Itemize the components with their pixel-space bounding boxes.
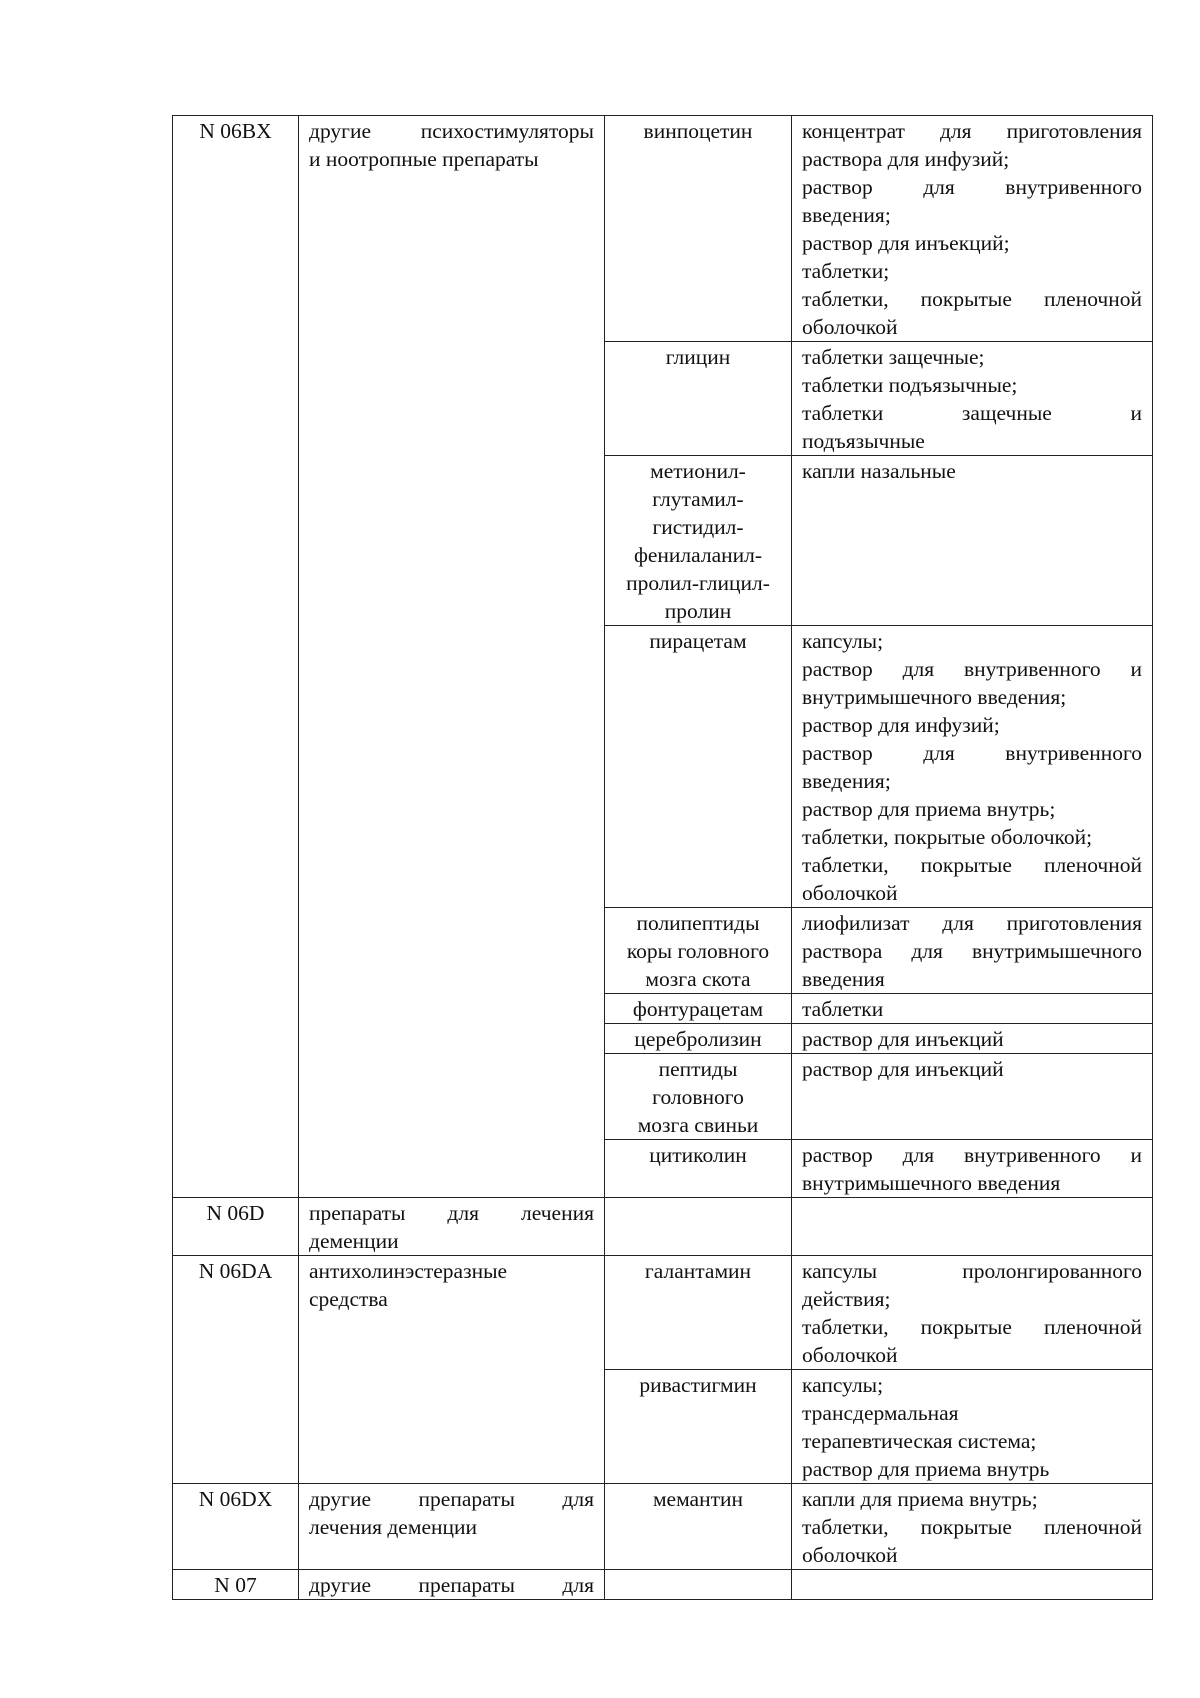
pharmacological-group-cell	[299, 116, 605, 1198]
drug-name-line: пролил-глицил-	[626, 571, 770, 595]
dosage-form-line: раствор для внутривенного и	[802, 657, 1142, 681]
dosage-form-line: подъязычные	[802, 429, 925, 453]
drug-name-line: галантамин	[644, 1259, 752, 1283]
dosage-form-line: капли для приема внутрь;	[802, 1487, 1038, 1511]
dosage-form-cell	[792, 116, 1153, 342]
drug-name-line: метионил-	[650, 459, 746, 483]
pharmacological-group-cell	[299, 1198, 605, 1256]
atc-code-cell: N 06BX	[173, 116, 299, 1198]
group-line: другие препараты для	[309, 1487, 594, 1511]
drug-name-cell	[605, 1054, 792, 1140]
group-line: средства	[309, 1287, 388, 1311]
drug-name-cell	[605, 342, 792, 456]
pharmacological-group-cell	[299, 1484, 605, 1570]
drug-name-cell	[605, 908, 792, 994]
drug-name-line: коры головного	[626, 939, 770, 963]
dosage-form-line: раствора для инфузий;	[802, 147, 1010, 171]
drug-name-line: церебролизин	[634, 1027, 762, 1051]
dosage-form-line: оболочкой	[802, 315, 898, 339]
dosage-form-cell	[792, 342, 1153, 456]
dosage-form-cell	[792, 456, 1153, 626]
dosage-form-cell	[792, 994, 1153, 1024]
atc-code-cell: N 06DA	[173, 1256, 299, 1484]
drug-name-line: пептиды	[658, 1057, 738, 1081]
dosage-form-line: капсулы;	[802, 629, 884, 653]
drug-name-cell	[605, 1198, 792, 1256]
table-row	[173, 1484, 1153, 1570]
dosage-form-line: капли назальные	[802, 459, 956, 483]
dosage-form-line: раствора для внутримышечного	[802, 939, 1142, 963]
dosage-form-line: таблетки подъязычные;	[802, 373, 1018, 397]
dosage-form-line: таблетки защечные;	[802, 345, 985, 369]
drug-name-line: глутамил-	[652, 487, 744, 511]
drug-name-line: головного	[652, 1085, 744, 1109]
group-line: другие психостимуляторы	[309, 119, 594, 143]
dosage-form-line: действия;	[802, 1287, 891, 1311]
dosage-form-line: раствор для инъекций	[802, 1057, 1004, 1081]
table-body	[173, 116, 1153, 1600]
atc-code-cell: N 06D	[173, 1198, 299, 1256]
dosage-form-cell	[792, 1054, 1153, 1140]
group-line: антихолинэстеразные	[309, 1259, 508, 1283]
dosage-form-line: концентрат для приготовления	[802, 119, 1142, 143]
dosage-form-line: трансдермальная	[802, 1401, 959, 1425]
dosage-form-line: раствор для приема внутрь	[802, 1457, 1050, 1481]
drug-name-line: фонтурацетам	[632, 997, 764, 1021]
group-line: деменции	[309, 1229, 399, 1253]
dosage-form-cell	[792, 1198, 1153, 1256]
dosage-form-line: оболочкой	[802, 1543, 898, 1567]
group-line: и ноотропные препараты	[309, 147, 539, 171]
dosage-form-line: раствор для внутривенного	[802, 175, 1142, 199]
drug-name-line: полипептиды	[636, 911, 760, 935]
drug-name-cell	[605, 1256, 792, 1370]
drug-name-cell	[605, 626, 792, 908]
dosage-form-cell	[792, 908, 1153, 994]
dosage-form-line: раствор для инъекций	[802, 1027, 1004, 1051]
dosage-form-line: таблетки, покрытые пленочной	[802, 1515, 1142, 1539]
dosage-form-cell	[792, 1140, 1153, 1198]
drug-name-line: гистидил-	[652, 515, 744, 539]
drug-name-line: ривастигмин	[639, 1373, 757, 1397]
dosage-form-line: капсулы пролонгированного	[802, 1259, 1142, 1283]
dosage-form-line: таблетки, покрытые пленочной	[802, 853, 1142, 877]
drug-name-line: пирацетам	[649, 629, 747, 653]
dosage-form-line: введения;	[802, 203, 891, 227]
atc-code-cell: N 07	[173, 1570, 299, 1600]
drug-name-cell	[605, 456, 792, 626]
dosage-form-cell	[792, 1484, 1153, 1570]
dosage-form-line: внутримышечного введения;	[802, 685, 1067, 709]
dosage-form-line: введения;	[802, 769, 891, 793]
dosage-form-line: капсулы;	[802, 1373, 884, 1397]
dosage-form-line: оболочкой	[802, 1343, 898, 1367]
pharmacological-group-cell	[299, 1570, 605, 1600]
group-line: препараты для лечения	[309, 1201, 594, 1225]
drug-name-line: глицин	[665, 345, 731, 369]
dosage-form-line: таблетки защечные и	[802, 401, 1142, 425]
drug-name-line: цитиколин	[649, 1143, 747, 1167]
drug-name-line: пролин	[664, 599, 732, 623]
drug-name-cell	[605, 1024, 792, 1054]
drug-name-line: мозга скота	[645, 967, 751, 991]
table-row	[173, 116, 1153, 342]
dosage-form-line: таблетки;	[802, 259, 890, 283]
drug-name-cell	[605, 1570, 792, 1600]
group-line: другие препараты для	[309, 1573, 594, 1597]
drug-name-line: винпоцетин	[643, 119, 753, 143]
dosage-form-line: терапевтическая система;	[802, 1429, 1037, 1453]
pharmacological-group-cell	[299, 1256, 605, 1484]
dosage-form-line: раствор для внутривенного и	[802, 1143, 1142, 1167]
dosage-form-cell	[792, 626, 1153, 908]
group-line: лечения деменции	[309, 1515, 478, 1539]
drug-name-cell	[605, 1370, 792, 1484]
dosage-form-cell	[792, 1024, 1153, 1054]
drug-name-cell	[605, 1484, 792, 1570]
dosage-form-line: лиофилизат для приготовления	[802, 911, 1142, 935]
dosage-form-line: таблетки, покрытые пленочной	[802, 287, 1142, 311]
dosage-form-line: раствор для инъекций;	[802, 231, 1010, 255]
drug-classification-table	[172, 115, 1153, 1600]
dosage-form-line: раствор для инфузий;	[802, 713, 1000, 737]
table-row	[173, 1256, 1153, 1370]
drug-name-cell	[605, 116, 792, 342]
table-row	[173, 1198, 1153, 1256]
dosage-form-line: оболочкой	[802, 881, 898, 905]
atc-code-cell: N 06DX	[173, 1484, 299, 1570]
drug-name-cell	[605, 994, 792, 1024]
dosage-form-cell	[792, 1256, 1153, 1370]
drug-name-line: мемантин	[652, 1487, 744, 1511]
drug-name-line: мозга свиньи	[637, 1113, 759, 1137]
dosage-form-line: раствор для внутривенного	[802, 741, 1142, 765]
dosage-form-line: внутримышечного введения	[802, 1171, 1061, 1195]
drug-name-line: фенилаланил-	[633, 543, 763, 567]
dosage-form-line: раствор для приема внутрь;	[802, 797, 1056, 821]
table-row	[173, 1570, 1153, 1600]
dosage-form-line: введения	[802, 967, 885, 991]
dosage-form-cell	[792, 1570, 1153, 1600]
dosage-form-line: таблетки, покрытые пленочной	[802, 1315, 1142, 1339]
dosage-form-line: таблетки, покрытые оболочкой;	[802, 825, 1093, 849]
dosage-form-cell	[792, 1370, 1153, 1484]
dosage-form-line: таблетки	[802, 997, 884, 1021]
drug-name-cell	[605, 1140, 792, 1198]
